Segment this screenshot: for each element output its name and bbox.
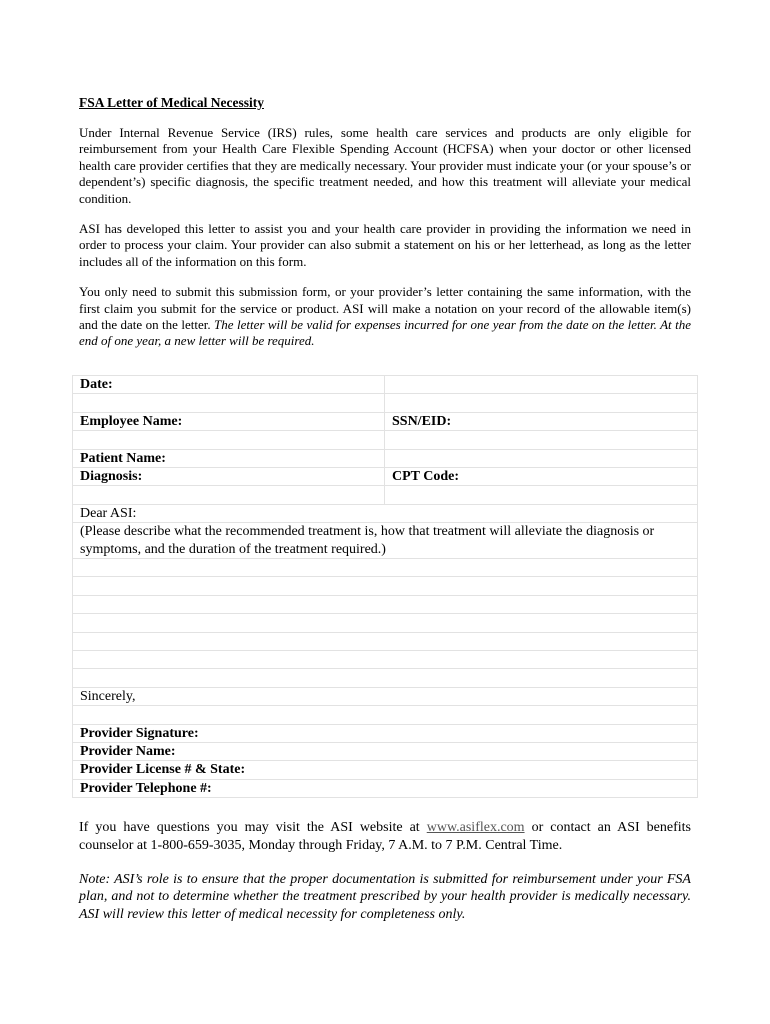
provider-license-label[interactable]: Provider License # & State: [73, 761, 698, 779]
validity-note: The letter will be valid for expenses incurred for one year from the date on the letter. At the end of one year, a new letter will be required. [79, 317, 691, 349]
employee-name-field[interactable] [73, 431, 385, 449]
patient-name-field[interactable] [385, 449, 698, 467]
submission-paragraph [79, 284, 691, 350]
contact-text-after: or contact an ASI benefits counselor at 1-800-659-3035, Monday through Friday, 7 A.M. to 7 P.M. Central Time. [79, 820, 692, 853]
spacer-line[interactable] [73, 706, 698, 724]
treatment-line[interactable] [73, 595, 698, 613]
ssn-eid-field[interactable] [385, 431, 698, 449]
blank-cell[interactable] [385, 394, 698, 412]
treatment-line[interactable] [73, 559, 698, 577]
closing: Sincerely, [73, 687, 698, 705]
submission-text: You only need to submit this submission form, or your provider’s letter containing the same information, with the first claim you submit for the service or product. ASI will make a notation on your record of the allowable item(s) and the date on the letter. [79, 284, 691, 333]
footer [79, 819, 691, 940]
treatment-line[interactable] [73, 650, 698, 668]
document-body [79, 95, 691, 364]
website-link[interactable]: www.asiflex.com [426, 820, 525, 835]
ssn-eid-label: SSN/EID: [385, 412, 698, 430]
blank-cell[interactable] [73, 394, 385, 412]
assist-paragraph: ASI has developed this letter to assist you and your health care provider in providing the information we need in order to process your claim. Your provider can also submit a statement on his or her letterhead, as long as the letter includes all of the information on this form. [79, 221, 691, 269]
diagnosis-label: Diagnosis: [73, 468, 385, 486]
contact-text-before: If you have questions you may visit the ASI website at [79, 820, 427, 835]
date-label: Date: [73, 376, 385, 394]
letter-form [72, 375, 698, 798]
cpt-code-label: CPT Code: [385, 468, 698, 486]
treatment-line[interactable] [73, 577, 698, 595]
employee-name-label: Employee Name: [73, 412, 385, 430]
intro-paragraph: Under Internal Revenue Service (IRS) rules, some health care services and products are only eligible for reimbursement from your Health Care Flexible Spending Account (HCFSA) when your doctor or other licensed health care provider certifies that they are medically necessary. Your provider must indicate your (or your spouse’s or dependent’s) specific diagnosis, the specific treatment needed, and how this treatment will alleviate your medical condition. [79, 125, 691, 206]
salutation: Dear ASI: [73, 504, 698, 522]
document-title: FSA Letter of Medical Necessity [79, 95, 264, 110]
contact-paragraph [79, 819, 691, 855]
treatment-line[interactable] [73, 669, 698, 687]
date-field[interactable] [385, 376, 698, 394]
treatment-line[interactable] [73, 632, 698, 650]
diagnosis-field[interactable] [73, 486, 385, 504]
disclaimer-note: Note: ASI’s role is to ensure that the proper documentation is submitted for reimbursement under your FSA plan, and not to determine whether the treatment prescribed by your health provider is medically necessary. ASI will review this letter of medical necessity for completeness only. [79, 871, 691, 923]
cpt-code-field[interactable] [385, 486, 698, 504]
treatment-line[interactable] [73, 614, 698, 632]
treatment-instructions: (Please describe what the recommended treatment is, how that treatment will alleviate the diagnosis or symptoms, and the duration of the treatment required.) [73, 523, 698, 559]
patient-name-label: Patient Name: [73, 449, 385, 467]
provider-name-label[interactable]: Provider Name: [73, 742, 698, 760]
provider-signature-label[interactable]: Provider Signature: [73, 724, 698, 742]
provider-telephone-label[interactable]: Provider Telephone #: [73, 779, 698, 797]
